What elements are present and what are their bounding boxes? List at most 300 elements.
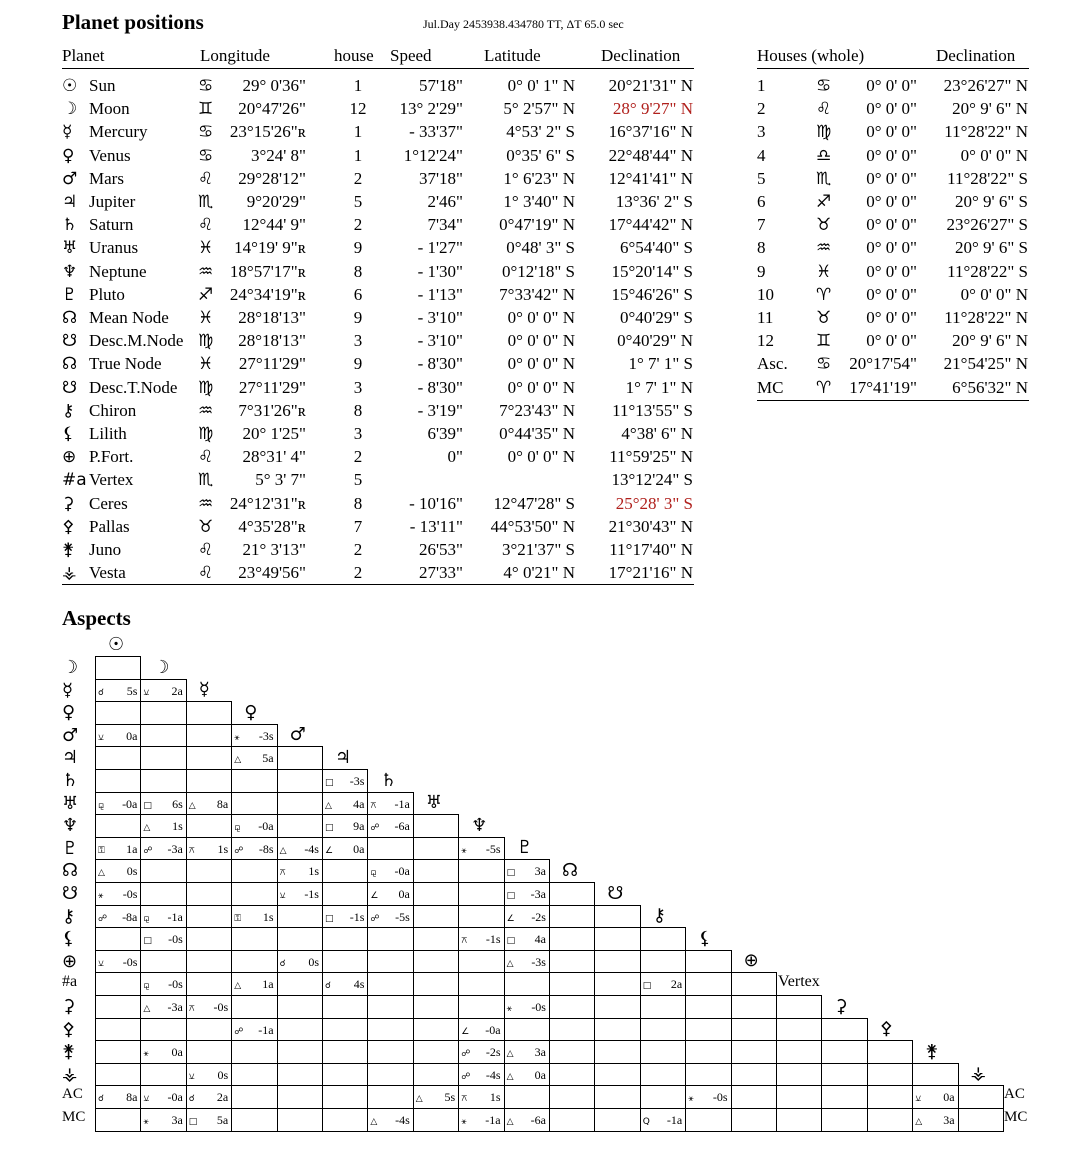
aspect-orb: 4a — [353, 796, 365, 811]
aspect-entry — [143, 1113, 182, 1128]
aspect-entry — [143, 797, 182, 812]
planet-name: True Node — [89, 354, 162, 374]
aspect-cell — [685, 1040, 731, 1064]
aspect-entry — [416, 1090, 455, 1105]
aspect-cell — [186, 769, 232, 793]
aspect-symbol: ☍ — [370, 823, 380, 834]
aspect-symbol: ☍ — [98, 913, 108, 924]
house-longitude: 0° 0' 0" — [866, 284, 917, 304]
house-sign-symbol: ♓ — [816, 261, 832, 282]
aspect-cell — [277, 1108, 323, 1132]
aspect-symbol: △ — [234, 755, 242, 766]
latitude-value: 7°23'43" N — [499, 400, 575, 420]
aspect-cell — [277, 792, 323, 816]
aspect-cell — [776, 1063, 822, 1087]
aspect-cell — [367, 995, 413, 1019]
aspect-orb: -4s — [485, 1067, 501, 1082]
planet-symbol: ⚷ — [62, 400, 75, 421]
planet-symbol: ⚳ — [62, 493, 75, 514]
latitude-value: 5° 2'57" N — [503, 99, 575, 119]
aspect-cell — [367, 972, 413, 996]
aspect-entry — [643, 1113, 682, 1128]
house-sign-symbol: ♉ — [816, 215, 832, 236]
house-declination: 11°28'22" S — [947, 261, 1028, 281]
house-value: 5 — [353, 470, 363, 490]
aspect-entry — [643, 977, 682, 992]
aspect-orb: 2a — [171, 683, 183, 698]
aspect-symbol: ⚺ — [98, 732, 104, 743]
aspect-entry — [280, 864, 319, 879]
planet-symbol: ☋ — [62, 331, 78, 352]
latitude-value: 4° 0'21" N — [503, 563, 575, 583]
aspect-orb: -5s — [395, 909, 410, 924]
aspect-entry — [915, 1090, 954, 1105]
aspect-column-glyph: ♅ — [425, 792, 442, 814]
house-value: 2 — [353, 563, 363, 583]
planet-symbol: ♆ — [62, 261, 78, 282]
aspect-orb: 8a — [126, 1090, 138, 1105]
planet-name: P.Fort. — [89, 447, 134, 467]
longitude-value: 28°31' 4" — [242, 447, 306, 467]
aspect-orb: 0a — [398, 887, 410, 901]
aspect-cell — [231, 882, 277, 906]
aspect-column-glyph: ☋ — [607, 882, 624, 904]
aspect-orb: 8a — [216, 796, 229, 811]
aspect-orb: -6a — [530, 1113, 546, 1127]
planet-symbol: ♄ — [62, 215, 78, 236]
aspect-cell — [458, 882, 504, 906]
aspect-cell — [685, 972, 731, 996]
house-value: 8 — [353, 261, 363, 281]
house-sign-symbol: ♎ — [816, 145, 832, 166]
aspect-cell — [413, 950, 459, 974]
house-longitude: 0° 0' 0" — [866, 168, 917, 188]
aspect-orb: 6s — [172, 796, 183, 811]
house-sign-symbol: ♉ — [816, 308, 832, 328]
longitude-value: 20° 1'25" — [242, 424, 306, 443]
house-value: 7 — [353, 516, 363, 536]
aspect-entry — [507, 955, 546, 970]
house-number: 3 — [757, 122, 766, 142]
declination-value: 1° 7' 1" N — [625, 377, 693, 397]
aspect-entry — [507, 1045, 546, 1060]
aspect-symbol: △ — [370, 1117, 378, 1127]
aspect-cell — [594, 1108, 640, 1132]
aspect-cell — [367, 1018, 413, 1042]
planet-name: Juno — [89, 540, 122, 559]
aspect-entry — [189, 1090, 228, 1105]
house-value: 3 — [353, 424, 363, 443]
aspect-entry — [370, 1113, 409, 1128]
planet-name: Vesta — [89, 563, 126, 583]
sign-symbol: ♋ — [198, 122, 214, 143]
house-longitude: 0° 0' 0" — [866, 192, 917, 211]
aspect-symbol: ⚿ — [98, 845, 105, 856]
aspect-orb: -1a — [485, 1113, 501, 1127]
longitude-value: 23°15'26"ʀ — [229, 122, 306, 142]
aspect-entry — [143, 1000, 182, 1015]
house-number: 5 — [757, 168, 766, 188]
aspect-cell — [912, 1063, 958, 1087]
aspect-symbol: ☌ — [98, 1094, 105, 1105]
aspect-cell — [504, 1085, 550, 1109]
aspect-symbol: ⚺ — [143, 1094, 150, 1105]
longitude-value: 24°34'19"ʀ — [229, 284, 306, 304]
aspect-entry — [98, 842, 137, 857]
sign-symbol: ♐ — [198, 284, 214, 305]
aspect-entry — [461, 1090, 500, 1105]
sign-symbol: ♉ — [198, 516, 214, 537]
aspect-cell — [231, 950, 277, 974]
aspect-symbol: △ — [915, 1117, 923, 1127]
aspect-row-glyph: ⚷ — [62, 905, 76, 927]
aspect-cell — [140, 1018, 186, 1042]
planet-symbol: ⊕ — [62, 447, 77, 468]
house-declination: 11°28'22" N — [944, 122, 1028, 142]
house-value: 2 — [353, 215, 363, 235]
aspect-cell — [549, 1085, 595, 1109]
aspect-cell — [186, 701, 232, 725]
house-number: 12 — [757, 331, 774, 351]
house-declination: 21°54'25" N — [943, 354, 1028, 374]
aspect-row-glyph: ♅ — [62, 792, 79, 814]
aspect-cell — [594, 972, 640, 996]
planet-name: Mercury — [89, 122, 148, 142]
longitude-value: 28°18'13" — [238, 331, 306, 351]
aspect-symbol: □ — [642, 981, 652, 992]
declination-value: 13°36' 2" S — [615, 192, 693, 211]
aspect-entry — [143, 977, 182, 992]
aspect-symbol: ☌ — [325, 981, 332, 992]
aspect-entry — [461, 1045, 500, 1060]
aspect-orb: 3a — [534, 1045, 546, 1060]
aspect-cell — [140, 746, 186, 770]
aspect-orb: -1s — [485, 932, 501, 947]
aspect-symbol: △ — [506, 958, 514, 969]
sign-symbol: ♍ — [198, 377, 214, 398]
aspect-cell — [231, 1063, 277, 1087]
aspect-symbol: □ — [325, 778, 334, 788]
aspect-symbol: ☍ — [143, 845, 153, 856]
house-value: 9 — [353, 308, 363, 327]
aspect-symbol: Q — [642, 1117, 650, 1127]
aspect-cell — [322, 1018, 368, 1042]
house-longitude: 0° 0' 0" — [866, 215, 917, 235]
aspect-symbol: ⚼ — [234, 823, 241, 834]
declination-value: 21°30'43" N — [608, 516, 693, 536]
sign-symbol: ♌ — [198, 215, 214, 236]
aspect-symbol: □ — [188, 1117, 198, 1127]
planet-symbol: ☊ — [62, 308, 78, 328]
aspect-column-glyph: ☊ — [562, 860, 578, 881]
header-latitude: Latitude — [484, 46, 541, 65]
longitude-value: 5° 3' 7" — [255, 470, 306, 490]
declination-value: 11°13'55" S — [612, 400, 693, 420]
aspect-cell — [640, 995, 686, 1019]
house-number: 11 — [757, 308, 774, 327]
latitude-value: 1° 6'23" N — [503, 168, 575, 188]
aspect-cell — [140, 1063, 186, 1087]
declination-value: 11°59'25" N — [609, 447, 693, 467]
longitude-value: 23°49'56" — [238, 563, 306, 583]
longitude-value: 20°47'26" — [238, 99, 306, 119]
aspect-symbol: △ — [415, 1094, 423, 1105]
aspect-symbol: □ — [506, 936, 516, 947]
aspect-row-glyph: ⊕ — [62, 950, 78, 972]
aspect-orb: 0s — [217, 1067, 229, 1082]
house-number: 7 — [757, 215, 766, 235]
house-number: Asc. — [757, 354, 788, 374]
aspect-cell — [140, 724, 186, 748]
aspect-entry — [234, 910, 273, 925]
aspect-orb: 1s — [308, 864, 319, 879]
aspect-entry — [98, 797, 137, 812]
declination-value: 1° 7' 1" S — [628, 354, 693, 374]
aspect-column-glyph: ☿ — [198, 679, 210, 701]
speed-value: - 1'30" — [417, 261, 463, 281]
aspect-cell — [367, 1040, 413, 1064]
speed-value: - 3'10" — [417, 308, 463, 327]
longitude-value: 9°20'29" — [246, 192, 306, 211]
aspect-orb: -8a — [122, 909, 138, 924]
aspect-cell — [367, 950, 413, 974]
declination-value: 22°48'44" N — [608, 145, 693, 165]
aspect-entry — [370, 819, 409, 834]
aspect-entry — [234, 977, 273, 992]
declination-value: 6°54'40" S — [619, 238, 693, 258]
sign-symbol: ♌ — [198, 447, 214, 468]
house-sign-symbol: ♈ — [816, 377, 832, 398]
aspect-symbol: ⚺ — [98, 958, 104, 969]
aspect-cell — [458, 905, 504, 929]
sign-symbol: ♍ — [198, 424, 214, 444]
aspect-entry — [98, 864, 137, 879]
house-sign-symbol: ♊ — [816, 331, 832, 352]
speed-value: 6'39" — [427, 424, 463, 443]
declination-value: 0°40'29" N — [617, 331, 693, 351]
aspect-cell — [458, 995, 504, 1019]
aspect-cell — [140, 769, 186, 793]
aspect-orb: 0a — [943, 1090, 955, 1105]
aspect-cell — [731, 972, 777, 996]
aspect-orb: -3a — [530, 887, 546, 901]
aspect-cell — [458, 950, 504, 974]
aspect-cell — [413, 814, 459, 838]
aspect-orb: 1a — [126, 841, 138, 856]
aspect-cell — [549, 882, 595, 906]
planet-symbol: ☿ — [62, 122, 73, 143]
aspect-symbol: ⚹ — [506, 1004, 512, 1014]
aspect-symbol: △ — [188, 800, 196, 811]
aspect-cell — [277, 995, 323, 1019]
aspect-cell — [140, 701, 186, 725]
aspects-title: Aspects — [62, 606, 131, 630]
aspect-symbol: △ — [506, 1117, 514, 1127]
aspect-entry — [143, 842, 182, 857]
aspect-cell — [95, 746, 141, 770]
planet-name: Chiron — [89, 400, 137, 420]
aspect-orb: -0s — [168, 932, 183, 947]
house-number: 10 — [757, 284, 774, 304]
speed-value: 13° 2'29" — [399, 99, 463, 119]
aspect-cell — [594, 927, 640, 951]
aspect-symbol: ☍ — [370, 913, 380, 924]
planet-name: Saturn — [89, 215, 134, 235]
aspect-cell — [231, 1108, 277, 1132]
aspect-symbol: ⚺ — [915, 1094, 922, 1105]
speed-value: 2'46" — [427, 192, 463, 211]
aspect-cell — [549, 972, 595, 996]
house-value: 2 — [353, 447, 363, 467]
aspect-symbol: ☌ — [279, 958, 286, 969]
aspect-entry — [370, 887, 409, 902]
aspect-orb: -1a — [167, 909, 183, 924]
planet-symbol: ☽ — [62, 99, 78, 120]
aspect-column-glyph: ♂ — [289, 724, 306, 746]
aspect-entry — [915, 1113, 954, 1128]
aspect-cell — [140, 882, 186, 906]
aspect-cell — [186, 927, 232, 951]
house-number: 4 — [757, 145, 766, 165]
aspect-symbol: ∠ — [370, 891, 379, 901]
aspect-cell — [95, 769, 141, 793]
aspect-orb: 0a — [353, 841, 365, 856]
house-value: 6 — [353, 284, 363, 304]
aspect-cell — [594, 950, 640, 974]
aspect-orb: -8s — [258, 841, 274, 856]
aspect-symbol: △ — [506, 1049, 514, 1060]
aspect-column-glyph: ♄ — [380, 769, 397, 791]
planet-symbol: ⚶ — [62, 563, 77, 584]
aspect-cell — [549, 995, 595, 1019]
aspect-orb: -1s — [349, 909, 365, 924]
aspect-symbol: □ — [506, 868, 516, 879]
aspect-column-glyph: ♃ — [335, 747, 352, 768]
declination-value: 28° 9'27" N — [612, 99, 693, 119]
aspect-row-glyph: ☋ — [62, 883, 78, 904]
house-value: 1 — [353, 145, 363, 165]
aspect-cell — [367, 1063, 413, 1087]
speed-value: - 3'10" — [417, 331, 463, 351]
aspect-symbol: ⚹ — [688, 1094, 694, 1105]
house-declination: 0° 0' 0" N — [960, 145, 1028, 165]
house-sign-symbol: ♍ — [816, 122, 832, 143]
speed-value: 1°12'24" — [403, 145, 463, 165]
house-declination: 20° 9' 6" N — [952, 331, 1028, 351]
aspect-cell — [640, 1085, 686, 1109]
aspect-cell — [140, 950, 186, 974]
house-longitude: 0° 0' 0" — [866, 308, 917, 327]
speed-value: 37'18" — [418, 168, 463, 188]
planet-name: Uranus — [89, 238, 139, 258]
aspect-cell — [958, 1108, 1004, 1132]
aspect-symbol: ☍ — [461, 1071, 471, 1082]
aspect-row-glyph: ♇ — [62, 837, 79, 859]
aspect-cell — [186, 905, 232, 929]
aspect-entry — [280, 842, 319, 857]
latitude-value: 0°48' 3" S — [506, 238, 575, 258]
aspect-entry — [507, 1113, 546, 1128]
aspect-row-glyph: ♆ — [62, 815, 79, 837]
aspect-symbol: ⚼ — [143, 981, 150, 992]
aspect-symbol: □ — [325, 823, 334, 834]
aspect-entry — [280, 887, 319, 902]
aspect-cell — [277, 927, 323, 951]
aspect-cell — [322, 995, 368, 1019]
aspect-cell — [277, 769, 323, 793]
aspect-row-glyph: ☊ — [62, 860, 78, 882]
latitude-value: 1° 3'40" N — [503, 192, 575, 211]
house-value: 3 — [353, 331, 363, 351]
longitude-value: 29°28'12" — [238, 168, 306, 188]
aspect-orb: -0s — [168, 977, 183, 992]
sign-symbol: ♒ — [198, 400, 214, 421]
aspect-symbol: ∠ — [506, 913, 515, 924]
sign-symbol: ♌ — [198, 563, 214, 584]
planet-symbol: ♂ — [62, 168, 78, 189]
aspect-cell — [322, 1085, 368, 1109]
planet-name: Pallas — [89, 516, 130, 536]
aspect-entry — [98, 1090, 137, 1105]
aspect-cell — [413, 882, 459, 906]
aspect-symbol: ⚼ — [370, 868, 377, 879]
planet-symbol: ⚸ — [62, 424, 75, 444]
aspect-entry — [507, 887, 546, 902]
aspect-column-glyph: ☽ — [153, 656, 170, 678]
aspect-cell — [821, 1063, 867, 1087]
longitude-value: 14°19' 9"ʀ — [234, 238, 306, 258]
aspect-row-glyph: ⚵ — [62, 1041, 76, 1063]
aspect-orb: 0s — [126, 864, 138, 879]
latitude-value: 3°21'37" S — [501, 540, 575, 559]
aspect-cell — [186, 972, 232, 996]
declination-value: 11°17'40" N — [609, 540, 693, 559]
header-house: house — [334, 46, 374, 65]
aspect-entry — [189, 842, 228, 857]
aspect-cell — [322, 1063, 368, 1087]
speed-value: 27'33" — [418, 563, 463, 583]
aspect-column-glyph: ⚸ — [698, 927, 712, 949]
planet-symbol: ☋ — [62, 377, 78, 398]
aspect-orb: 2a — [670, 977, 683, 992]
aspect-symbol: □ — [325, 913, 334, 924]
planet-name: Lilith — [89, 424, 127, 443]
header-rule — [62, 68, 694, 69]
speed-value: 7'34" — [427, 215, 463, 235]
aspect-orb: -1a — [258, 1022, 274, 1037]
speed-value: - 33'37" — [409, 122, 463, 142]
aspect-symbol: ⚺ — [188, 1071, 195, 1082]
planet-name: Mars — [89, 168, 124, 188]
aspect-orb: 0a — [534, 1067, 546, 1082]
aspect-cell — [277, 746, 323, 770]
aspect-orb: -4s — [304, 841, 319, 856]
speed-value: - 1'27" — [417, 238, 463, 258]
planet-symbol: ⚵ — [62, 540, 75, 560]
aspect-row-glyph: ♃ — [62, 747, 79, 769]
aspect-orb: 4s — [353, 977, 365, 992]
sign-symbol: ♋ — [198, 145, 214, 166]
sign-symbol: ♏ — [198, 470, 214, 491]
aspect-orb: -2s — [531, 909, 546, 924]
aspect-entry — [325, 797, 364, 812]
aspect-entry — [98, 887, 137, 902]
aspect-row-glyph: ⚴ — [62, 1018, 76, 1040]
declination-value: 16°37'16" N — [608, 122, 693, 142]
aspect-cell — [867, 1063, 913, 1087]
aspect-cell — [594, 1063, 640, 1087]
planet-name: Sun — [89, 76, 116, 95]
